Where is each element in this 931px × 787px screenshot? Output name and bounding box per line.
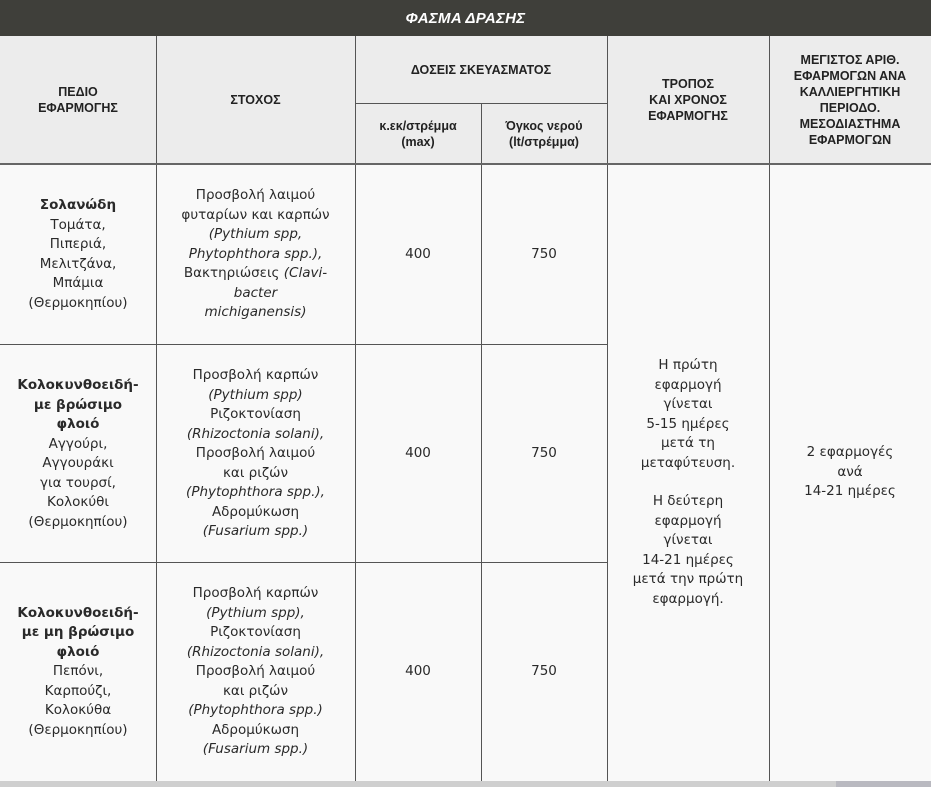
- crop-name: (Θερμοκηπίου): [28, 513, 128, 530]
- crop-group: Κολοκυνθοειδή-: [17, 604, 139, 621]
- target-line: [186, 405, 325, 425]
- method-line: εφαρμογή.: [652, 590, 724, 607]
- crop-name: Πεπόνι,: [52, 663, 104, 680]
- crop-name: (Θερμοκηπίου): [28, 294, 128, 311]
- method-line: μετά τη: [661, 435, 715, 451]
- method-line: μετά την πρώτη: [632, 571, 744, 587]
- water-cell: [481, 345, 607, 563]
- target-line: [181, 284, 329, 304]
- grid-line: [769, 36, 770, 781]
- target-line: [186, 503, 325, 523]
- header-max-line: ΠΕΡΙΟΔΟ.: [819, 101, 881, 115]
- grid-line: [355, 103, 607, 104]
- target-line: [187, 623, 324, 643]
- spacer: [633, 473, 743, 492]
- water-cell: [481, 164, 607, 345]
- header-water-line: Όγκος νερού: [505, 119, 583, 133]
- dose-value: 400: [405, 663, 431, 680]
- target-text: (Phytophthora spp.): [188, 702, 323, 719]
- target-text: (Fusarium spp.): [202, 523, 309, 540]
- target-text: Προσβολή λαιμού: [195, 663, 316, 680]
- crop-name: (Θερμοκηπίου): [28, 721, 128, 738]
- target-line: [181, 225, 329, 245]
- target-line: [186, 483, 325, 503]
- dose-cell: [355, 345, 481, 563]
- target-text: michiganensis): [204, 304, 307, 321]
- header-field: [0, 36, 156, 164]
- target-line: [187, 604, 324, 624]
- crop-group: με βρώσιμο: [33, 396, 123, 413]
- target-cell: [156, 345, 355, 563]
- header-dose-line: κ.εκ/στρέμμα: [379, 119, 457, 133]
- target-text: bacter: [233, 284, 278, 301]
- crop-group: φλοιό: [56, 416, 100, 432]
- dose-value: 400: [405, 245, 431, 262]
- header-dose-ml: [355, 104, 481, 164]
- target-line: [187, 682, 324, 702]
- header-water-line: (lt/στρέμμα): [509, 135, 579, 149]
- target-text: Προσβολή λαιμού: [195, 445, 316, 462]
- crop-group: Κολοκυνθοειδή-: [17, 377, 139, 393]
- method-line: 5-15 ημέρες: [646, 415, 730, 432]
- target-text: Αδρομύκωση: [211, 721, 300, 738]
- target-text: (Pythium spp),: [206, 604, 305, 621]
- bottom-edge: [0, 781, 931, 787]
- crop-name: Κολοκύθα: [44, 702, 112, 719]
- max-apps-line: 2 εφαρμογές: [806, 444, 894, 461]
- target-line: [187, 721, 324, 741]
- crop-name: Μελιτζάνα,: [39, 255, 117, 272]
- target-text: Ριζοκτονίαση: [210, 624, 301, 641]
- grid-line: [355, 36, 356, 781]
- target-line: [181, 264, 329, 284]
- method-cell: [607, 164, 769, 781]
- target-line: [186, 522, 325, 542]
- method-line: γίνεται: [663, 532, 713, 548]
- table-title: ΦΑΣΜΑ ΔΡΑΣΗΣ: [0, 0, 931, 36]
- crop-group: με μη βρώσιμο: [21, 624, 135, 641]
- header-dose-line: (max): [401, 135, 435, 149]
- target-text: και ριζών: [222, 682, 289, 699]
- header-method-line: ΕΦΑΡΜΟΓΗΣ: [648, 109, 728, 123]
- water-value: 750: [531, 445, 557, 462]
- header-max-line: ΜΕΣΟΔΙΑΣΤΗΜΑ: [799, 117, 901, 131]
- header-max-line: ΕΦΑΡΜΟΓΩΝ ΑΝΑ: [793, 69, 907, 83]
- target-text: Ριζοκτονίαση: [210, 406, 301, 423]
- header-max-apps: [769, 36, 931, 164]
- method-line: 14-21 ημέρες: [642, 551, 734, 568]
- method-line: εφαρμογή: [654, 512, 722, 529]
- max-apps-cell: [769, 164, 931, 781]
- header-method-line: ΚΑΙ ΧΡΟΝΟΣ: [649, 93, 727, 107]
- crop-cell: [0, 164, 156, 345]
- target-text: Προσβολή καρπών: [192, 367, 319, 384]
- target-line: [186, 366, 325, 386]
- target-text: (Rhizoctonia solani),: [186, 425, 325, 442]
- crop-name: Κολοκύθι: [47, 494, 109, 510]
- target-text: Phytophthora spp.),: [188, 245, 323, 262]
- grid-line: [607, 36, 608, 781]
- crop-name: Καρπούζι,: [44, 682, 112, 699]
- target-text: και ριζών: [222, 464, 289, 481]
- header-max-line: ΜΕΓΙΣΤΟΣ ΑΡΙΘ.: [800, 53, 900, 67]
- target-text: Προσβολή λαιμού: [195, 187, 316, 204]
- crop-name: Τομάτα,: [50, 216, 106, 233]
- grid-line: [0, 163, 931, 165]
- target-text: (Phytophthora spp.),: [186, 484, 325, 501]
- crop-cell: [0, 563, 156, 781]
- header-target: ΣΤΟΧΟΣ: [156, 36, 355, 164]
- header-water: [481, 104, 607, 164]
- crop-name: Πιπεριά,: [49, 236, 107, 252]
- grid-line: [0, 562, 607, 563]
- water-value: 750: [531, 663, 557, 680]
- max-apps-line: 14-21 ημέρες: [804, 483, 896, 500]
- method-line: γίνεται: [663, 396, 713, 412]
- target-text: Βακτηριώσεις: [183, 265, 284, 282]
- grid-line: [156, 36, 157, 781]
- target-line: [181, 245, 329, 265]
- crop-group: Σολανώδη: [39, 197, 117, 213]
- dose-value: 400: [405, 445, 431, 462]
- target-line: [187, 740, 324, 760]
- header-method-line: ΤΡΟΠΟΣ: [662, 77, 714, 91]
- crop-cell: [0, 345, 156, 563]
- method-line: Η δεύτερη: [652, 493, 724, 509]
- dose-cell: [355, 164, 481, 345]
- header-doses: ΔΟΣΕΙΣ ΣΚΕΥΑΣΜΑΤΟΣ: [355, 36, 607, 104]
- method-line: εφαρμογή: [654, 376, 722, 393]
- header-max-line: ΕΦΑΡΜΟΓΩΝ: [808, 133, 892, 147]
- target-text-italic: (Clavi-: [283, 265, 328, 282]
- dose-cell: [355, 563, 481, 781]
- water-cell: [481, 563, 607, 781]
- method-line: Η πρώτη: [658, 357, 718, 373]
- target-line: [187, 643, 324, 663]
- grid-line: [0, 344, 607, 345]
- crop-name: Μπάμια: [52, 275, 104, 291]
- target-line: [186, 464, 325, 484]
- crop-name: Αγγουράκι: [42, 455, 114, 471]
- target-text: Αδρομύκωση: [211, 503, 300, 520]
- target-line: [187, 701, 324, 721]
- target-text: (Pythium spp,: [208, 226, 303, 243]
- target-cell: [156, 563, 355, 781]
- target-line: [181, 303, 329, 323]
- bottom-shadow: [836, 781, 931, 787]
- water-value: 750: [531, 245, 557, 262]
- target-line: [186, 425, 325, 445]
- target-line: [187, 584, 324, 604]
- target-text: (Fusarium spp.): [202, 741, 309, 758]
- target-line: [187, 662, 324, 682]
- target-line: [186, 444, 325, 464]
- target-text: φυταρίων και καρπών: [181, 206, 330, 223]
- header-field-line: ΠΕΔΙΟ: [58, 85, 98, 99]
- target-text: (Pythium spp): [208, 386, 303, 403]
- header-method: [607, 36, 769, 164]
- target-text: (Rhizoctonia solani),: [186, 643, 325, 660]
- target-text: Προσβολή καρπών: [192, 585, 319, 602]
- crop-name: Αγγούρι,: [48, 435, 108, 452]
- max-apps-line: ανά: [837, 463, 863, 480]
- grid-line: [481, 104, 482, 781]
- target-line: [181, 186, 329, 206]
- method-line: μεταφύτευση.: [640, 454, 736, 471]
- header-field-line: ΕΦΑΡΜΟΓΗΣ: [38, 101, 118, 115]
- crop-name: για τουρσί,: [40, 474, 116, 491]
- target-cell: [156, 164, 355, 345]
- crop-group: φλοιό: [56, 643, 100, 660]
- target-line: [186, 386, 325, 406]
- target-line: [181, 206, 329, 226]
- header-max-line: ΚΑΛΛΙΕΡΓΗΤΙΚΗ: [799, 85, 901, 99]
